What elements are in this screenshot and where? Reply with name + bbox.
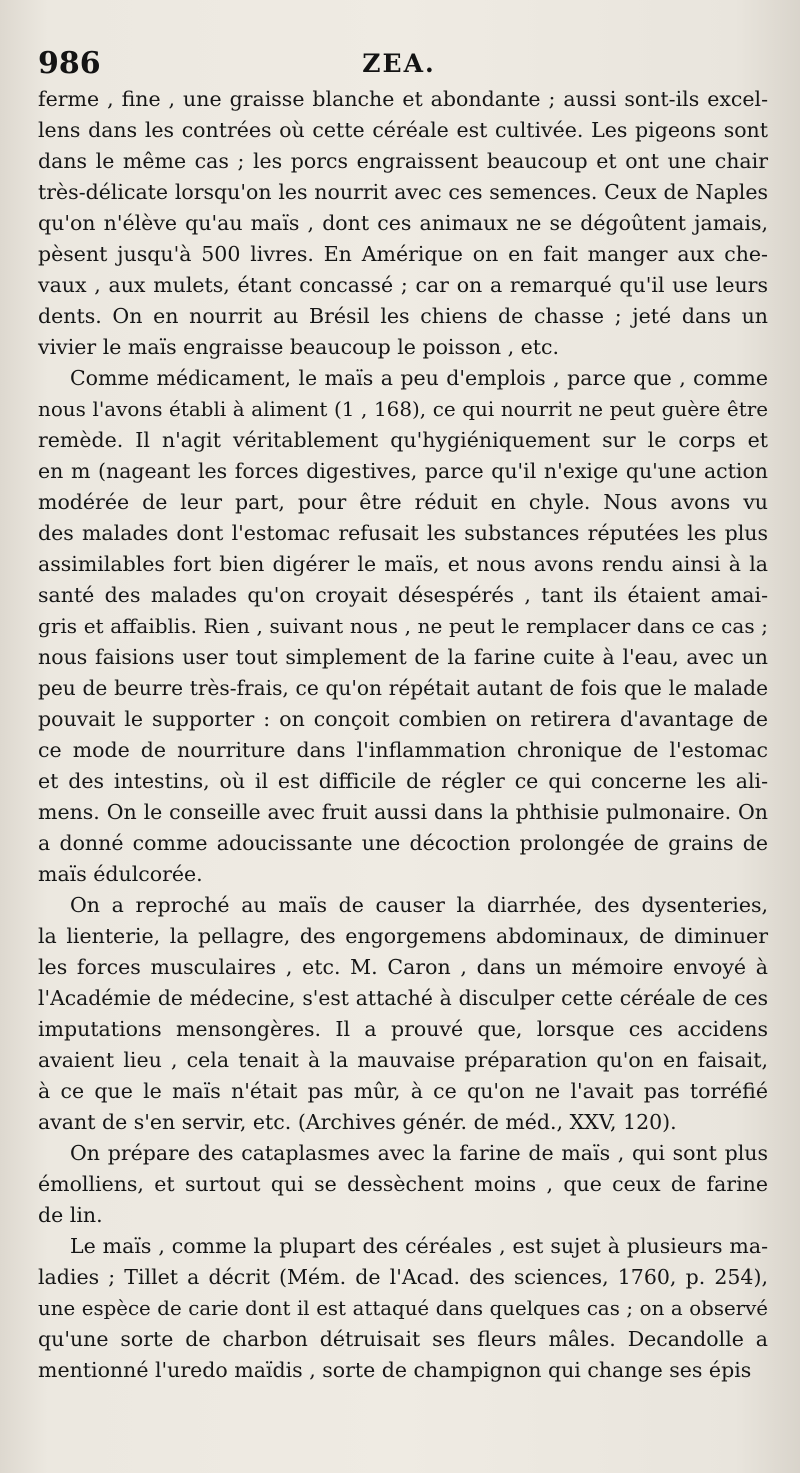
paragraph xyxy=(38,890,768,1138)
text-line: une espèce de carie dont il est attaqué dans quelques cas ; on a observé xyxy=(38,1297,768,1320)
text-line: à ce que le maïs n'était pas mûr, à ce qu'on ne l'avait pas torréfié xyxy=(38,1079,768,1103)
text-line: nous l'avons établi à aliment (1 , 168), ce qui nourrit ne peut guère être xyxy=(38,398,768,421)
text-line: vivier le maïs engraisse beaucoup le poisson , etc. xyxy=(38,335,559,359)
text-line: avaient lieu , cela tenait à la mauvaise préparation qu'on en faisait, xyxy=(38,1048,768,1072)
text-line: remède. Il n'agit véritablement qu'hygiéniquement sur le corps et xyxy=(38,428,768,452)
paragraph xyxy=(38,84,768,363)
text-line: assimilables fort bien digérer le maïs, et nous avons rendu ainsi à la xyxy=(38,552,768,576)
paragraph xyxy=(38,1138,768,1231)
text-line: en m (nageant les forces digestives, parce qu'il n'exige qu'une action xyxy=(38,459,768,483)
text-line: mentionné l'uredo maïdis , sorte de champignon qui change ses épis xyxy=(38,1358,752,1382)
body-text xyxy=(38,84,768,1386)
running-head: ZEA. xyxy=(362,49,436,78)
text-line: ferme , fine , une graisse blanche et abondante ; aussi sont-ils excel- xyxy=(38,87,768,111)
text-line: On a reproché au maïs de causer la diarrhée, des dysenteries, xyxy=(70,893,768,917)
text-line: pèsent jusqu'à 500 livres. En Amérique on en fait manger aux che- xyxy=(38,242,768,266)
text-line: imputations mensongères. Il a prouvé que, lorsque ces accidens xyxy=(38,1017,768,1041)
text-line: Le maïs , comme la plupart des céréales , est sujet à plusieurs ma- xyxy=(70,1234,768,1258)
text-line: et des intestins, où il est difficile de régler ce qui concerne les ali- xyxy=(38,769,768,793)
text-line: l'Académie de médecine, s'est attaché à disculper cette céréale de ces xyxy=(38,986,768,1010)
text-line: ladies ; Tillet a décrit (Mém. de l'Acad. des sciences, 1760, p. 254), xyxy=(38,1265,768,1289)
text-line: la lienterie, la pellagre, des engorgemens abdominaux, de diminuer xyxy=(38,924,768,948)
text-line: maïs édulcorée. xyxy=(38,862,203,886)
text-line: modérée de leur part, pour être réduit en chyle. Nous avons vu xyxy=(38,490,768,514)
text-line: mens. On le conseille avec fruit aussi dans la phthisie pulmonaire. On xyxy=(38,800,768,824)
text-line: santé des malades qu'on croyait désespérés , tant ils étaient amai- xyxy=(38,583,768,607)
text-line: pouvait le supporter : on conçoit combien on retirera d'avantage de xyxy=(38,707,768,731)
text-line: gris et affaiblis. Rien , suivant nous , ne peut le remplacer dans ce cas ; xyxy=(38,614,768,638)
text-line: a donné comme adoucissante une décoction prolongée de grains de xyxy=(38,831,768,855)
text-line: peu de beurre très-frais, ce qu'on répétait autant de fois que le malade xyxy=(38,676,768,700)
text-line: qu'une sorte de charbon détruisait ses fleurs mâles. Decandolle a xyxy=(38,1327,768,1351)
text-line: nous faisions user tout simplement de la farine cuite à l'eau, avec un xyxy=(38,645,768,669)
text-line: dents. On en nourrit au Brésil les chiens de chasse ; jeté dans un xyxy=(38,304,768,328)
paragraph xyxy=(38,363,768,890)
text-line: émolliens, et surtout qui se dessèchent moins , que ceux de farine xyxy=(38,1172,768,1196)
text-line: très-délicate lorsqu'on les nourrit avec ces semences. Ceux de Naples xyxy=(38,180,768,204)
text-line: lens dans les contrées où cette céréale est cultivée. Les pigeons sont xyxy=(38,118,768,142)
page-number: 986 xyxy=(38,46,101,81)
text-line: avant de s'en servir, etc. (Archives génér. de méd., XXV, 120). xyxy=(38,1110,677,1134)
text-line: Comme médicament, le maïs a peu d'emplois , parce que , comme xyxy=(70,366,768,390)
text-line: des malades dont l'estomac refusait les substances réputées les plus xyxy=(38,521,768,545)
text-line: qu'on n'élève qu'au maïs , dont ces animaux ne se dégoûtent jamais, xyxy=(38,211,768,235)
paragraph xyxy=(38,1231,768,1386)
text-line: dans le même cas ; les porcs engraissent beaucoup et ont une chair xyxy=(38,149,768,173)
text-line: vaux , aux mulets, étant concassé ; car on a remarqué qu'il use leurs xyxy=(38,273,768,297)
text-line: les forces musculaires , etc. M. Caron , dans un mémoire envoyé à xyxy=(38,955,768,979)
text-line: ce mode de nourriture dans l'inflammation chronique de l'estomac xyxy=(38,738,768,762)
text-line: On prépare des cataplasmes avec la farine de maïs , qui sont plus xyxy=(70,1141,768,1165)
text-line: de lin. xyxy=(38,1203,103,1227)
page-header xyxy=(38,44,760,84)
